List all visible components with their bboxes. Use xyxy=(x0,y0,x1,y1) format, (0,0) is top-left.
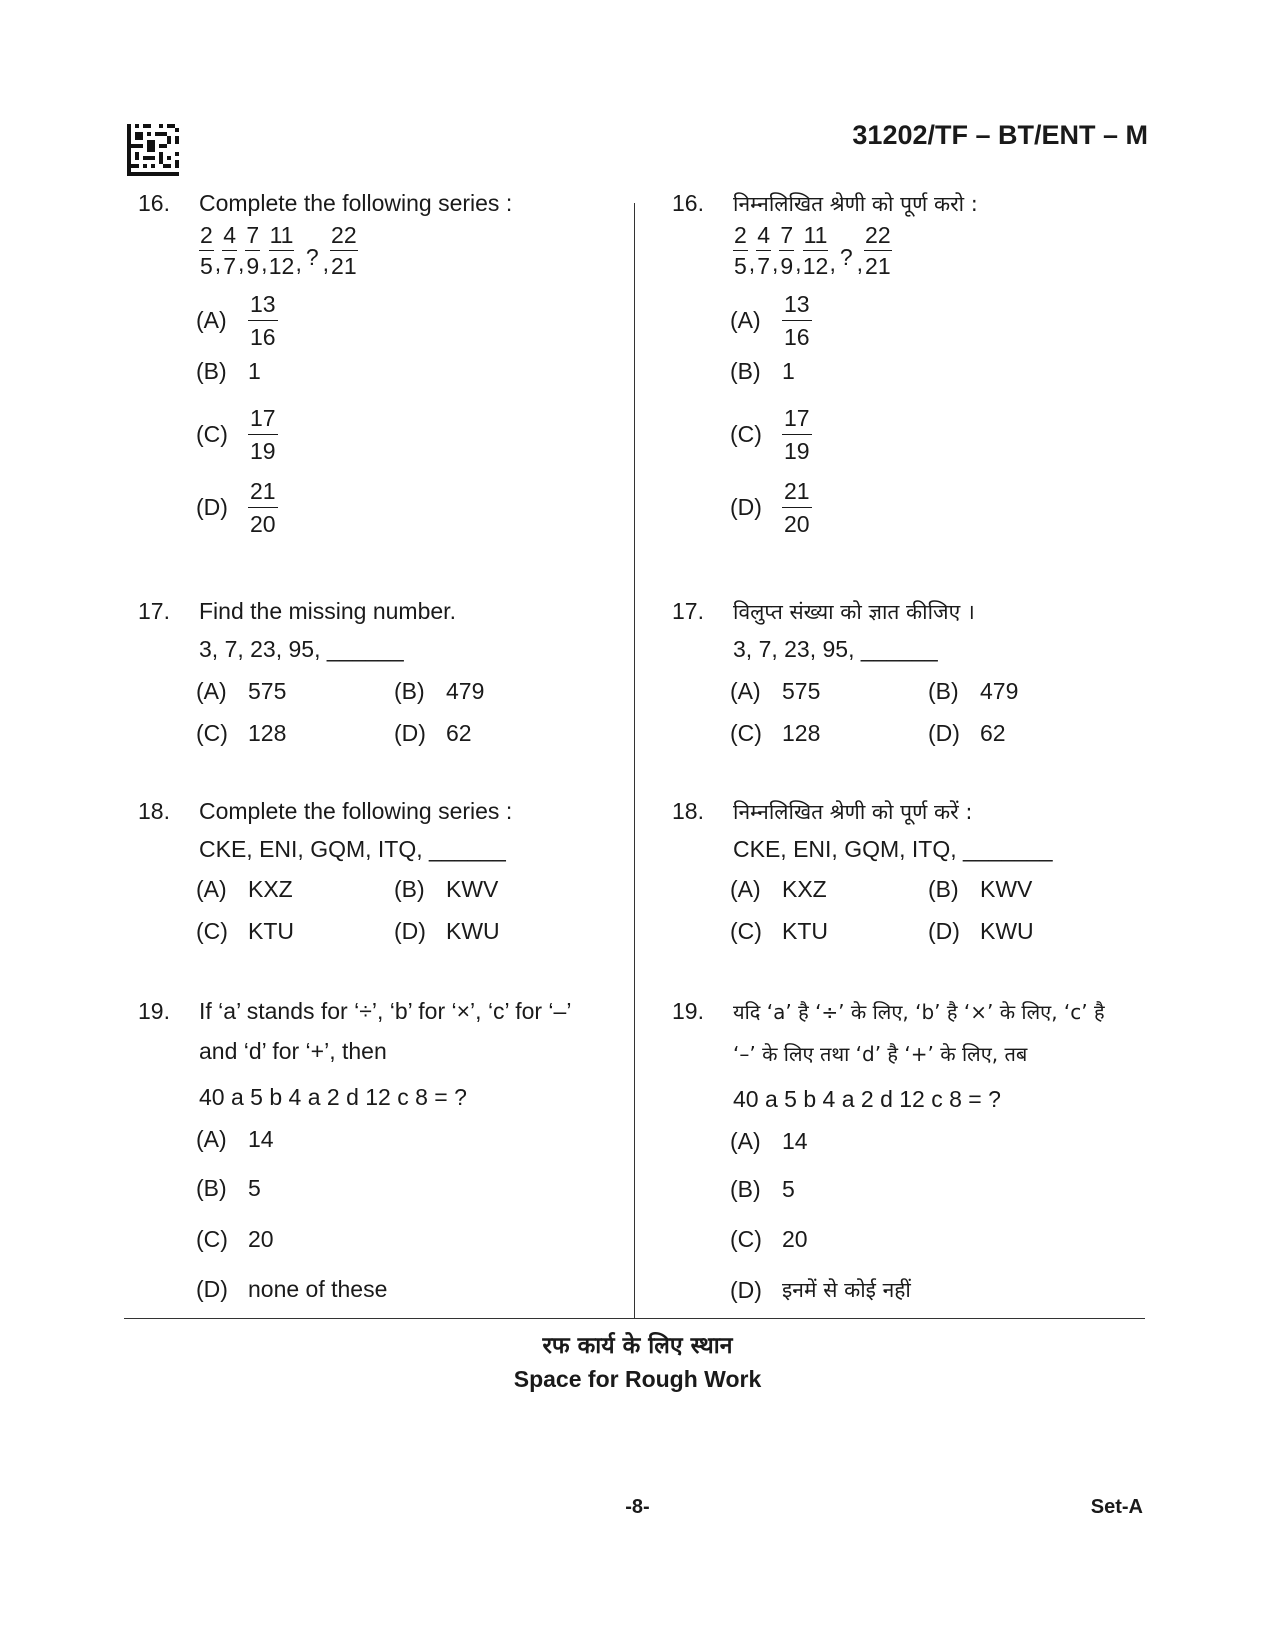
series-fraction: $\frac{22}{21}$ xyxy=(865,222,891,279)
option-c[interactable]: (C) KTU xyxy=(730,918,828,944)
option-c[interactable]: (C) 20 xyxy=(196,1226,274,1252)
option-a[interactable]: (A) KXZ xyxy=(196,876,293,902)
option-c[interactable]: (C) 128 xyxy=(196,720,287,746)
series-unknown: ? xyxy=(839,244,853,270)
series-unknown: ? xyxy=(305,244,319,270)
series-fraction: $\frac{7}{9}$ xyxy=(246,222,260,279)
option-a[interactable]: (A) 575 xyxy=(730,678,821,704)
question-text: Find the missing number. xyxy=(199,598,456,624)
rough-work-label: Space for Rough Work xyxy=(513,1366,762,1392)
question-line: CKE, ENI, GQM, ITQ, ______ xyxy=(199,836,506,862)
option-d[interactable]: (D) 21 20 xyxy=(730,475,812,540)
question-line: ‘–’ के लिए तथा ‘d’ है ‘+’ के लिए, तब xyxy=(733,1042,1028,1066)
question-text: निम्नलिखित श्रेणी को पूर्ण करो : xyxy=(733,192,978,216)
question-text: यदि ‘a’ है ‘÷’ के लिए, ‘b’ है ‘×’ के लिए, ‘c’ है xyxy=(733,1000,1105,1024)
series-fraction: $\frac{11}{12}$ xyxy=(268,222,295,279)
option-b[interactable]: (B) KWV xyxy=(394,876,499,902)
question-text: निम्नलिखित श्रेणी को पूर्ण करें : xyxy=(733,800,973,824)
rough-work-label-hindi: रफ कार्य के लिए स्थान xyxy=(542,1333,733,1359)
series-fraction: $\frac{2}{5}$ xyxy=(200,222,213,279)
question-line: 3, 7, 23, 95, ______ xyxy=(733,636,938,662)
option-b[interactable]: (B) 479 xyxy=(928,678,1019,704)
series-fraction: $\frac{11}{12}$ xyxy=(802,222,829,279)
question-number: 16. xyxy=(672,190,704,216)
option-d[interactable]: (D) 21 20 xyxy=(196,475,278,540)
page-number: -8- xyxy=(625,1496,650,1518)
option-c[interactable]: (C) KTU xyxy=(196,918,294,944)
question-text: Complete the following series : xyxy=(199,798,513,824)
question-expression: 40 a 5 b 4 a 2 d 12 c 8 = ? xyxy=(733,1086,1001,1112)
option-d[interactable]: (D) 62 xyxy=(928,720,1006,746)
option-d[interactable]: (D) 62 xyxy=(394,720,472,746)
hindi-column xyxy=(672,0,1192,1651)
option-d[interactable]: (D) इनमें से कोई नहीं xyxy=(730,1276,911,1303)
question-text: Complete the following series : xyxy=(199,190,513,216)
option-c[interactable]: (C) 17 19 xyxy=(196,402,278,467)
option-c[interactable]: (C) 20 xyxy=(730,1226,808,1252)
fraction-series: $\frac{2}{5}$ , $\frac{4}{7}$ , $\frac{7}{9}$ , $\frac{11}{12}$ , ? , $\frac{22}{21}$ xyxy=(200,222,357,279)
option-d[interactable]: (D) KWU xyxy=(928,918,1034,944)
question-line: 3, 7, 23, 95, ______ xyxy=(199,636,404,662)
series-fraction: $\frac{2}{5}$ xyxy=(734,222,747,279)
question-number: 19. xyxy=(138,998,170,1024)
option-d[interactable]: (D) none of these xyxy=(196,1276,388,1302)
series-fraction: $\frac{7}{9}$ xyxy=(780,222,794,279)
option-a[interactable]: (A) 14 xyxy=(730,1128,808,1154)
fraction-series: $\frac{2}{5}$ , $\frac{4}{7}$ , $\frac{7}{9}$ , $\frac{11}{12}$ , ? , $\frac{22}{21}$ xyxy=(734,222,891,279)
option-a[interactable]: (A) 575 xyxy=(196,678,287,704)
set-label: Set-A xyxy=(1090,1496,1143,1518)
option-a[interactable]: (A) 14 xyxy=(196,1126,274,1152)
option-a[interactable]: (A) 13 16 xyxy=(196,288,278,353)
question-text: If ‘a’ stands for ‘÷’, ‘b’ for ‘×’, ‘c’ for ‘–’ xyxy=(199,998,572,1024)
option-c[interactable]: (C) 17 19 xyxy=(730,402,812,467)
series-fraction: $\frac{22}{21}$ xyxy=(331,222,357,279)
option-b[interactable]: (B) 1 xyxy=(196,358,261,384)
question-number: 18. xyxy=(672,798,704,824)
option-b[interactable]: (B) 479 xyxy=(394,678,485,704)
series-fraction: $\frac{4}{7}$ xyxy=(757,222,770,279)
question-line: CKE, ENI, GQM, ITQ, _______ xyxy=(733,836,1053,862)
question-line: and ‘d’ for ‘+’, then xyxy=(199,1038,387,1064)
question-number: 16. xyxy=(138,190,170,216)
series-fraction: $\frac{4}{7}$ xyxy=(223,222,236,279)
english-column xyxy=(138,0,658,1651)
question-number: 19. xyxy=(672,998,704,1024)
option-c[interactable]: (C) 128 xyxy=(730,720,821,746)
option-a[interactable]: (A) 13 16 xyxy=(730,288,812,353)
paper-code: 31202/TF – BT/ENT – M xyxy=(852,120,1148,150)
question-number: 17. xyxy=(672,598,704,624)
option-b[interactable]: (B) 1 xyxy=(730,358,795,384)
question-expression: 40 a 5 b 4 a 2 d 12 c 8 = ? xyxy=(199,1084,467,1110)
option-d[interactable]: (D) KWU xyxy=(394,918,500,944)
option-a[interactable]: (A) KXZ xyxy=(730,876,827,902)
option-b[interactable]: (B) 5 xyxy=(196,1175,261,1201)
question-number: 17. xyxy=(138,598,170,624)
question-text: विलुप्त संख्या को ज्ञात कीजिए । xyxy=(733,600,975,624)
question-number: 18. xyxy=(138,798,170,824)
option-b[interactable]: (B) 5 xyxy=(730,1176,795,1202)
option-b[interactable]: (B) KWV xyxy=(928,876,1033,902)
